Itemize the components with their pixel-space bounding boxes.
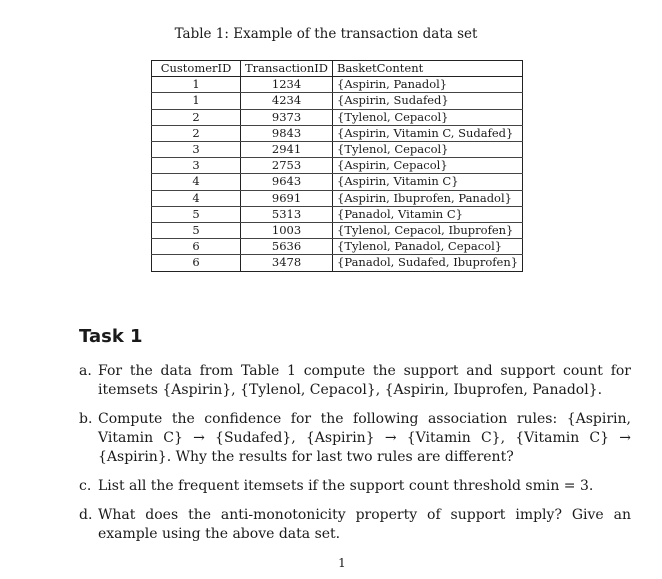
table-caption <box>0 26 662 42</box>
table-row <box>152 125 523 141</box>
table-row <box>152 190 523 206</box>
cell-transaction-id: 9643 <box>241 174 333 190</box>
table-row <box>152 109 523 125</box>
cell-basket-content: {Tylenol, Panadol, Cepacol} <box>333 239 523 255</box>
table-row <box>152 239 523 255</box>
cell-transaction-id: 5636 <box>241 239 333 255</box>
cell-transaction-id: 3478 <box>241 255 333 271</box>
page-number: 1 <box>338 556 346 570</box>
task-text: What does the anti-monotonicity property of support imply? Give an example using the above data set. <box>98 507 631 542</box>
task-label: c. <box>79 478 92 494</box>
header-customer-id: CustomerID <box>152 61 241 77</box>
cell-transaction-id: 9373 <box>241 109 333 125</box>
task-item-b <box>79 410 631 467</box>
table-header-row <box>152 61 523 77</box>
cell-customer-id: 6 <box>152 239 241 255</box>
cell-basket-content: {Aspirin, Cepacol} <box>333 158 523 174</box>
task-label: a. <box>79 363 92 379</box>
task-list <box>79 362 631 554</box>
cell-customer-id: 6 <box>152 255 241 271</box>
cell-transaction-id: 2753 <box>241 158 333 174</box>
cell-customer-id: 3 <box>152 158 241 174</box>
cell-transaction-id: 4234 <box>241 93 333 109</box>
cell-customer-id: 4 <box>152 190 241 206</box>
task-heading: Task 1 <box>79 326 143 347</box>
table-row <box>152 174 523 190</box>
cell-basket-content: {Aspirin, Vitamin C, Sudafed} <box>333 125 523 141</box>
cell-basket-content: {Tylenol, Cepacol} <box>333 142 523 158</box>
header-basket-content: BasketContent <box>333 61 523 77</box>
transaction-table <box>151 60 523 272</box>
table-caption-text: Table 1: Example of the transaction data set <box>174 26 478 42</box>
table-row <box>152 206 523 222</box>
task-text: For the data from Table 1 compute the support and support count for itemsets {Aspirin}, {Tylenol, Cepacol}, {Aspirin, Ibuprofen, Panadol}. <box>98 363 631 398</box>
cell-transaction-id: 9843 <box>241 125 333 141</box>
cell-transaction-id: 9691 <box>241 190 333 206</box>
task-item-a <box>79 362 631 400</box>
cell-customer-id: 3 <box>152 142 241 158</box>
cell-basket-content: {Aspirin, Panadol} <box>333 77 523 93</box>
header-transaction-id: TransactionID <box>241 61 333 77</box>
cell-customer-id: 2 <box>152 125 241 141</box>
table-row <box>152 93 523 109</box>
cell-customer-id: 1 <box>152 77 241 93</box>
cell-transaction-id: 1234 <box>241 77 333 93</box>
table-row <box>152 77 523 93</box>
table-row <box>152 158 523 174</box>
task-label: d. <box>79 507 93 523</box>
cell-basket-content: {Aspirin, Vitamin C} <box>333 174 523 190</box>
cell-customer-id: 1 <box>152 93 241 109</box>
table-row <box>152 255 523 271</box>
cell-basket-content: {Panadol, Sudafed, Ibuprofen} <box>333 255 523 271</box>
cell-basket-content: {Tylenol, Cepacol, Ibuprofen} <box>333 223 523 239</box>
cell-customer-id: 2 <box>152 109 241 125</box>
cell-basket-content: {Tylenol, Cepacol} <box>333 109 523 125</box>
cell-transaction-id: 1003 <box>241 223 333 239</box>
task-label: b. <box>79 411 93 427</box>
cell-customer-id: 5 <box>152 223 241 239</box>
task-item-d <box>79 506 631 544</box>
table-row <box>152 223 523 239</box>
cell-basket-content: {Aspirin, Ibuprofen, Panadol} <box>333 190 523 206</box>
cell-customer-id: 5 <box>152 206 241 222</box>
cell-customer-id: 4 <box>152 174 241 190</box>
table-row <box>152 142 523 158</box>
cell-basket-content: {Aspirin, Sudafed} <box>333 93 523 109</box>
task-item-c <box>79 477 631 496</box>
task-text: Compute the confidence for the following association rules: {Aspirin, Vitamin C} → {Sudafed}, {Aspirin} → {Vitamin C}, {Vitamin C} → {Aspirin}. Why the results for last two rules are different? <box>98 411 631 465</box>
cell-basket-content: {Panadol, Vitamin C} <box>333 206 523 222</box>
task-text: List all the frequent itemsets if the support count threshold smin = 3. <box>98 478 594 494</box>
cell-transaction-id: 2941 <box>241 142 333 158</box>
cell-transaction-id: 5313 <box>241 206 333 222</box>
